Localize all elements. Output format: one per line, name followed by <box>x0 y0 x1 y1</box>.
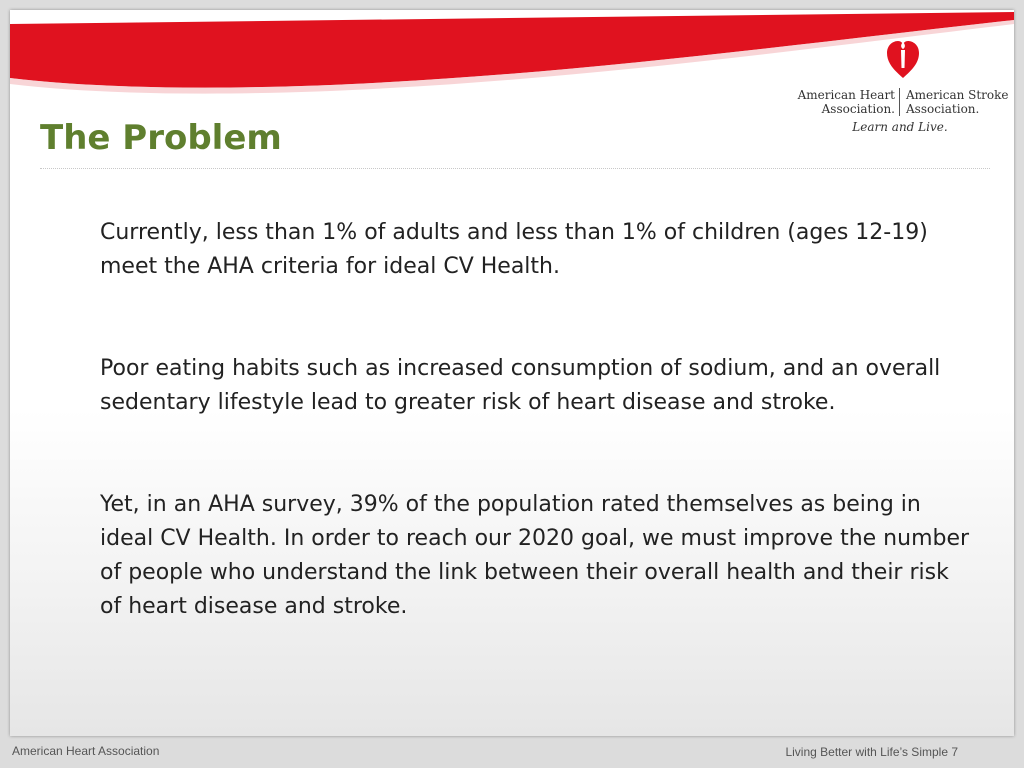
paragraph-2: Poor eating habits such as increased consumption of sodium, and an overall sedentary lifestyle lead to greater risk of heart disease and stroke. <box>100 356 941 415</box>
org-name-stroke <box>906 88 1014 116</box>
slide-title: The Problem <box>40 118 282 158</box>
footer-slide-caption: Living Better with Life’s Simple 7 <box>785 745 958 759</box>
aha-logo <box>790 32 1010 142</box>
org-name-heart <box>790 88 895 116</box>
footer-organization: American Heart Association <box>12 744 160 758</box>
org-left-line2: Association. <box>821 102 895 116</box>
org-right-line2: Association. <box>906 102 980 116</box>
title-divider <box>40 168 990 169</box>
slide-body <box>100 216 970 624</box>
org-right-line1: American Stroke <box>906 88 1009 102</box>
paragraph-1: Currently, less than 1% of adults and less than 1% of children (ages 12-19) meet the AHA criteria for ideal CV Health. <box>100 220 928 279</box>
org-left-line1: American Heart <box>797 88 895 102</box>
paragraph-3: Yet, in an AHA survey, 39% of the population rated themselves as being in ideal CV Health. In order to reach our 2020 goal, we must improve the number of people who understand the link between their overall health and their risk of heart disease and stroke. <box>100 492 970 619</box>
logo-divider <box>899 88 900 116</box>
logo-tagline: Learn and Live. <box>852 120 948 134</box>
slide <box>10 10 1014 736</box>
heart-torch-icon <box>886 38 920 80</box>
